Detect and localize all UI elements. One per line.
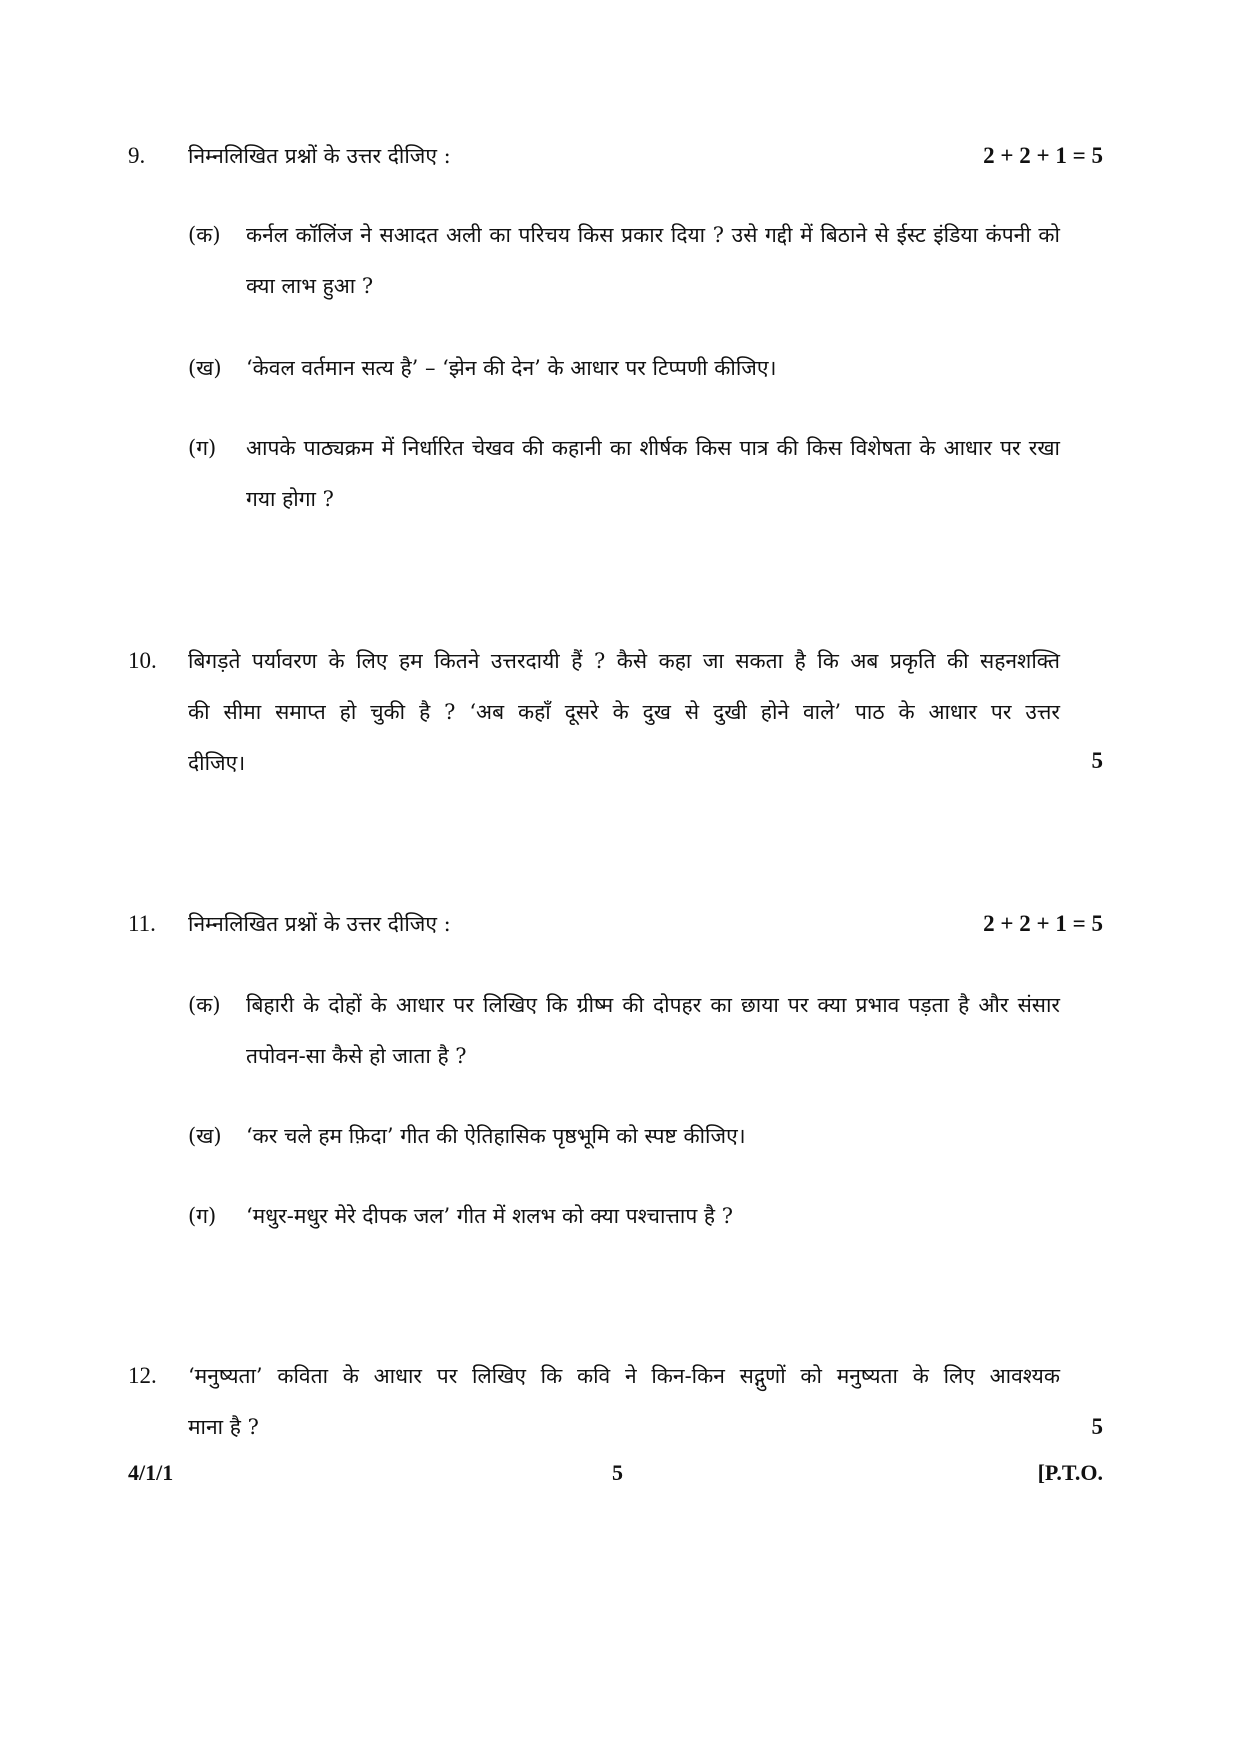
question-10-marks: 5 — [1091, 748, 1103, 773]
question-10-text — [188, 636, 1060, 789]
paper-code: 4/1/1 — [128, 1460, 174, 1485]
part-text: बिहारी के दोहों के आधार पर लिखिए कि ग्रीष्म की दोपहर का छाया पर क्या प्रभाव पड़ता है और संसार तपोवन-सा कैसे हो जाता है ? — [246, 993, 1060, 1068]
part-label: (ख) — [188, 1124, 222, 1148]
question-11-part-c — [188, 1203, 1060, 1242]
question-12-marks: 5 — [1091, 1414, 1103, 1439]
question-marks: 2 + 2 + 1 = 5 — [983, 143, 1103, 168]
part-label: (ख) — [188, 356, 222, 380]
part-text: ‘मधुर-मधुर मेरे दीपक जल’ गीत में शलभ को क्या पश्चात्ताप है ? — [246, 1204, 734, 1228]
question-text: निम्नलिखित प्रश्नों के उत्तर दीजिए : — [188, 912, 451, 936]
question-line: माना है ? — [188, 1415, 259, 1439]
part-text: कर्नल कॉलिंज ने सआदत अली का परिचय किस प्रकार दिया ? उसे गद्दी में बिठाने से ईस्ट इंडिया कंपनी को क्या लाभ हुआ ? — [246, 223, 1060, 298]
question-line: दीजिए। — [188, 751, 246, 775]
question-line: की सीमा समाप्त हो चुकी है ? ‘अब कहाँ दूसरे के दुख से दुखी होने वाले’ पाठ के आधार पर उत्तर — [188, 700, 1060, 724]
question-line: ‘मनुष्यता’ कविता के आधार पर लिखिए कि कवि ने किन-किन सद्गुणों को मनुष्यता के लिए आवश्यक — [188, 1364, 1060, 1388]
question-9-part-b — [188, 355, 1060, 394]
question-12-text — [188, 1351, 1060, 1453]
part-label: (क) — [188, 993, 221, 1017]
part-label: (ग) — [188, 1204, 217, 1228]
question-number: 9. — [128, 143, 146, 168]
part-label: (क) — [188, 223, 221, 247]
page-number: 5 — [612, 1460, 623, 1485]
question-number: 12. — [128, 1363, 157, 1388]
question-line: बिगड़ते पर्यावरण के लिए हम कितने उत्तरदायी हैं ? कैसे कहा जा सकता है कि अब प्रकृति की सहनशक्ति — [188, 649, 1060, 673]
question-11-part-b — [188, 1123, 1060, 1162]
question-number: 10. — [128, 648, 157, 673]
question-number: 11. — [128, 911, 156, 936]
part-text: आपके पाठ्यक्रम में निर्धारित चेखव की कहानी का शीर्षक किस पात्र की किस विशेषता के आधार पर रखा गया होगा ? — [246, 436, 1060, 511]
question-11-part-a — [188, 992, 1060, 1082]
question-text: निम्नलिखित प्रश्नों के उत्तर दीजिए : — [188, 144, 451, 168]
part-text: ‘कर चले हम फ़िदा’ गीत की ऐतिहासिक पृष्ठभूमि को स्पष्ट कीजिए। — [246, 1124, 746, 1148]
question-9-part-c — [188, 435, 1060, 525]
part-label: (ग) — [188, 436, 217, 460]
pto-label: [P.T.O. — [1037, 1460, 1103, 1485]
part-text: ‘केवल वर्तमान सत्य है’ – ‘झेन की देन’ के आधार पर टिप्पणी कीजिए। — [246, 356, 777, 380]
question-9-part-a — [188, 222, 1060, 312]
question-marks: 2 + 2 + 1 = 5 — [983, 911, 1103, 936]
